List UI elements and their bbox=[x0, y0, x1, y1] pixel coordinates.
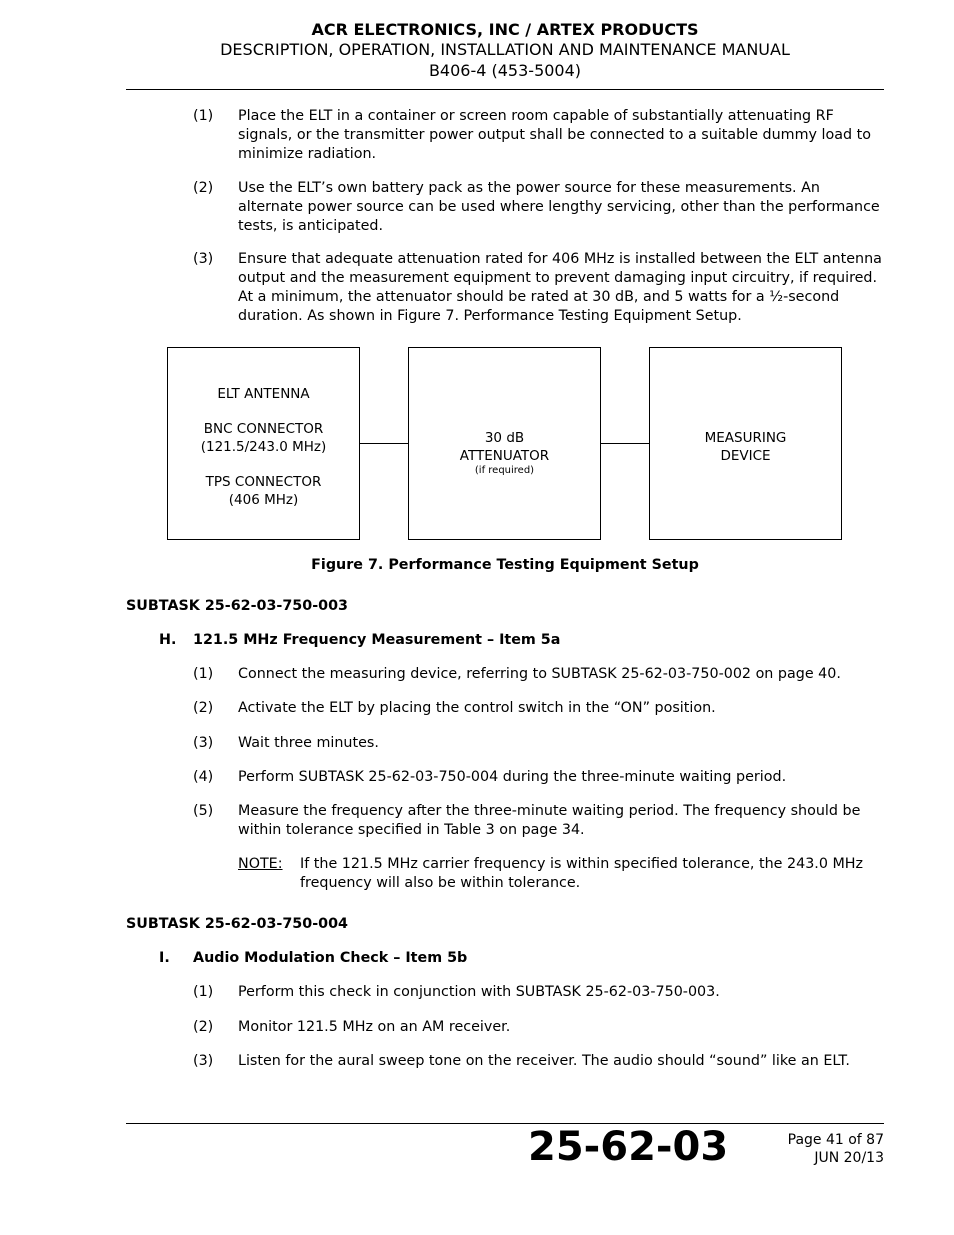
step-text: Place the ELT in a container or screen room capable of substantially attenuating RF signals, or the transmitter power output shall be connected to a suitable dummy load to minimize radiation. bbox=[238, 108, 871, 162]
box-label: (121.5/243.0 MHz) bbox=[200, 439, 327, 455]
connector-line bbox=[601, 443, 649, 444]
box-label: TPS CONNECTOR bbox=[205, 474, 322, 490]
document-number: 25-62-03 bbox=[528, 1124, 729, 1170]
box-label: ATTENUATOR bbox=[459, 448, 550, 464]
step-number: (2) bbox=[193, 1019, 214, 1035]
section-letter: H. bbox=[159, 632, 177, 648]
step-text: Perform SUBTASK 25-62-03-750-004 during the three-minute waiting period. bbox=[238, 769, 787, 785]
company-title: ACR ELECTRONICS, INC / ARTEX PRODUCTS bbox=[311, 20, 699, 39]
section-title: Audio Modulation Check – Item 5b bbox=[193, 950, 468, 966]
box-sublabel: (if required) bbox=[474, 465, 535, 476]
box-label: 30 dB bbox=[484, 430, 525, 446]
step-number: (2) bbox=[193, 180, 214, 196]
step-text: Ensure that adequate attenuation rated for 406 MHz is installed between the ELT antenna output and the measurement equipment to prevent damaging input circuitry, if required. At a minimum, the attenuator should be rated at 30 dB, and 5 watts for a ½-second duration. As shown in Figure 7. Performance Testing Equipment Setup. bbox=[238, 251, 882, 324]
elt-antenna-box bbox=[167, 347, 360, 540]
step-text: Wait three minutes. bbox=[238, 735, 379, 751]
page-info bbox=[788, 1131, 884, 1167]
step-number: (3) bbox=[193, 735, 214, 751]
subtask-id: SUBTASK 25-62-03-750-004 bbox=[126, 916, 348, 932]
step-number: (5) bbox=[193, 803, 214, 819]
page-number: Page 41 of 87 bbox=[787, 1132, 884, 1148]
box-label: BNC CONNECTOR bbox=[203, 421, 324, 437]
step-number: (3) bbox=[193, 1053, 214, 1069]
section-letter: I. bbox=[159, 950, 170, 966]
step-text: Activate the ELT by placing the control switch in the “ON” position. bbox=[238, 700, 716, 716]
step-text: Monitor 121.5 MHz on an AM receiver. bbox=[238, 1019, 511, 1035]
subtask-id: SUBTASK 25-62-03-750-003 bbox=[126, 598, 348, 614]
connector-line bbox=[360, 443, 408, 444]
attenuator-box bbox=[408, 347, 601, 540]
step-text: Measure the frequency after the three-minute waiting period. The frequency should be within tolerance specified in Table 3 on page 34. bbox=[238, 803, 861, 838]
step-number: (4) bbox=[193, 769, 214, 785]
revision-date: JUN 20/13 bbox=[814, 1150, 884, 1166]
note-label: NOTE: bbox=[238, 856, 283, 872]
footer-divider bbox=[126, 1123, 884, 1124]
note-text: If the 121.5 MHz carrier frequency is within specified tolerance, the 243.0 MHz frequency will also be within tolerance. bbox=[300, 856, 864, 891]
step-text: Connect the measuring device, referring to SUBTASK 25-62-03-750-002 on page 40. bbox=[238, 666, 841, 682]
manual-title: DESCRIPTION, OPERATION, INSTALLATION AND MAINTENANCE MANUAL bbox=[220, 40, 790, 59]
step-number: (1) bbox=[193, 984, 214, 1000]
box-label: (406 MHz) bbox=[228, 492, 299, 508]
step-text: Listen for the aural sweep tone on the receiver. The audio should “sound” like an ELT. bbox=[238, 1053, 850, 1069]
step-text: Use the ELT’s own battery pack as the power source for these measurements. An alternate power source can be used where lengthy servicing, other than the performance tests, is anticipated. bbox=[238, 180, 880, 234]
box-label: DEVICE bbox=[720, 448, 771, 464]
header-divider bbox=[126, 89, 884, 90]
box-label: ELT ANTENNA bbox=[217, 386, 310, 402]
model-number: B406-4 (453-5004) bbox=[428, 61, 582, 80]
step-text: Perform this check in conjunction with SUBTASK 25-62-03-750-003. bbox=[238, 984, 720, 1000]
section-title: 121.5 MHz Frequency Measurement – Item 5a bbox=[193, 632, 561, 648]
box-label: MEASURING bbox=[704, 430, 787, 446]
step-number: (1) bbox=[193, 108, 214, 124]
measuring-device-box bbox=[649, 347, 842, 540]
figure-caption: Figure 7. Performance Testing Equipment Setup bbox=[311, 557, 699, 573]
step-number: (3) bbox=[193, 251, 214, 267]
step-number: (1) bbox=[193, 666, 214, 682]
step-number: (2) bbox=[193, 700, 214, 716]
